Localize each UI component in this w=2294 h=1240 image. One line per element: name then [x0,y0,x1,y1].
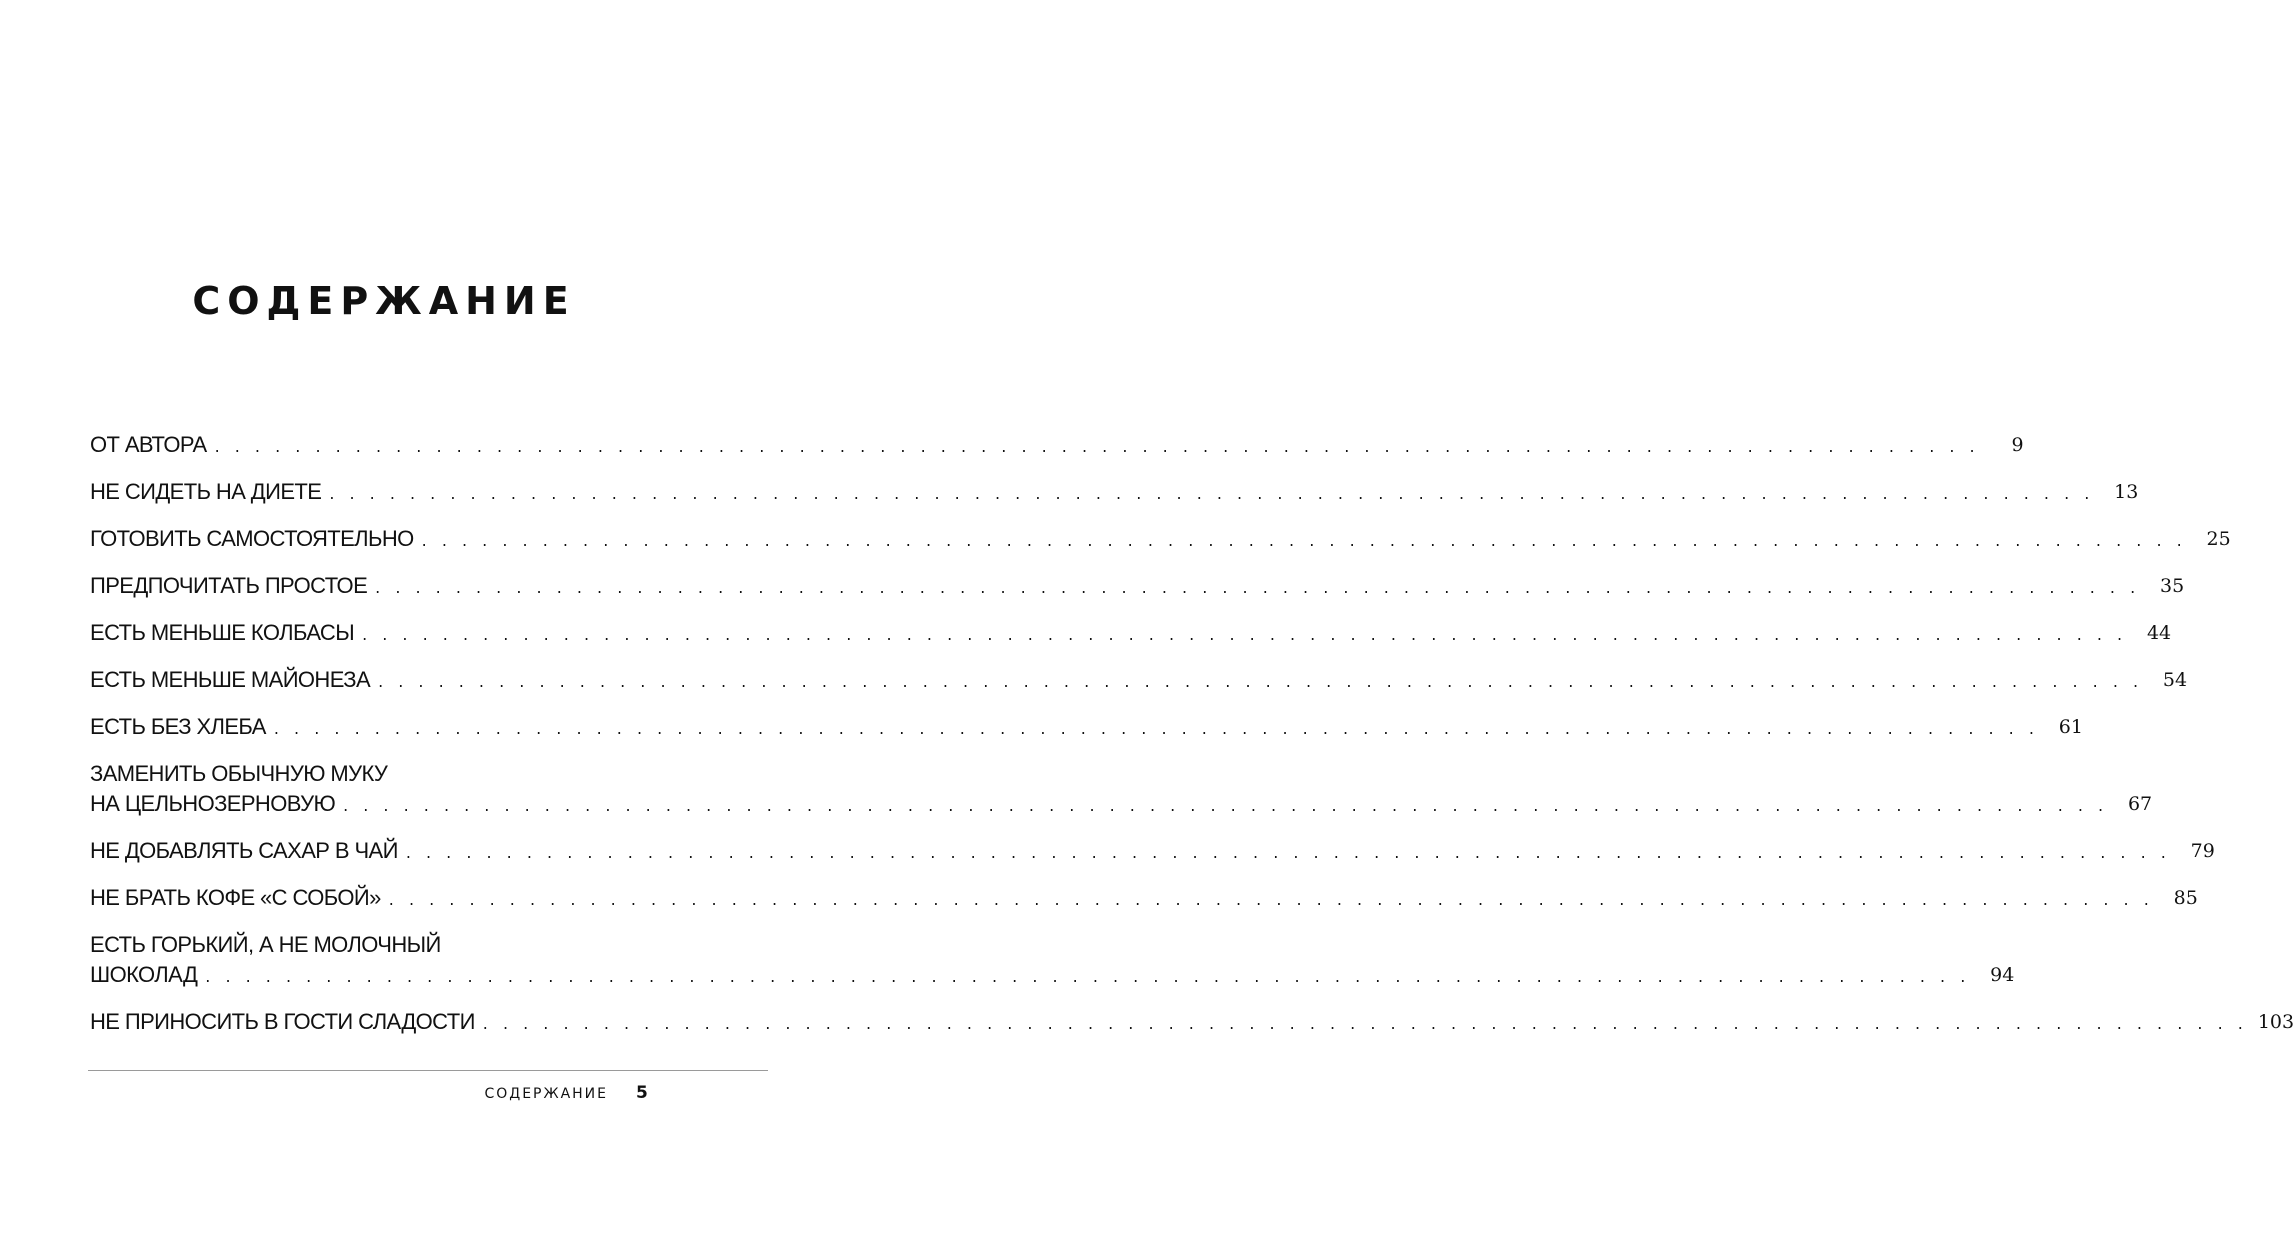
dot-leader [274,716,2039,742]
toc-page-number: 85 [2173,887,2198,909]
toc-entry-title [90,1007,2258,1037]
toc-page-number: 103 [2257,1011,2294,1033]
toc-page-number: 94 [1990,964,2015,986]
dot-leader [329,481,2094,507]
toc-page-number: 9 [2011,434,2024,456]
dot-leader [375,575,2140,601]
toc-entry-text: НЕ СИДЕТЬ НА ДИЕТЕ [90,479,322,504]
dot-leader [422,528,2187,554]
toc-entry-title [90,883,2164,913]
toc-entry-text: ОТ АВТОРА [90,432,207,457]
toc-entry-title [90,759,2118,819]
toc-page-number: 35 [2160,575,2185,597]
toc-entry-text: ПРЕДПОЧИТАТЬ ПРОСТОЕ [90,573,368,598]
toc-entry-text: ШОКОЛАД [90,962,198,987]
toc-entry-text: НЕ БРАТЬ КОФЕ «С СОБОЙ» [90,885,381,910]
dot-leader [378,669,2143,695]
dot-leader [406,840,2171,866]
toc-entry-text: ЕСТЬ МЕНЬШЕ МАЙОНЕЗА [90,667,371,692]
toc-entry [90,836,2215,866]
toc-entry-title [90,712,2049,742]
running-head: СОДЕРЖАНИЕ [484,1086,608,1102]
toc-entry [90,930,2015,990]
toc-entry [90,430,2024,460]
dot-leader [483,1011,2248,1037]
toc-entry-title [90,477,2104,507]
toc-entry [90,665,2188,695]
toc-entry-title [90,836,2181,866]
dot-leader [205,964,1970,990]
dot-leader [362,622,2127,648]
toc-page-number: 61 [2058,716,2083,738]
toc-entry-text: ЕСТЬ МЕНЬШЕ КОЛБАСЫ [90,620,355,645]
toc-entry-text: ЕСТЬ ГОРЬКИЙ, А НЕ МОЛОЧНЫЙ [90,932,441,957]
toc-entry [90,712,2083,742]
toc-page-number: 13 [2114,481,2139,503]
page-title: СОДЕРЖАНИЕ [192,279,576,324]
toc-entry-text: ЕСТЬ БЕЗ ХЛЕБА [90,714,266,739]
dot-leader [389,887,2154,913]
toc-entry-text: ГОТОВИТЬ САМОСТОЯТЕЛЬНО [90,526,414,551]
toc-entry-title [90,571,2150,601]
toc-page-number: 25 [2206,528,2231,550]
toc-entry-title [90,618,2137,648]
toc-entry-title [90,524,2197,554]
toc-entry-title [90,930,1980,990]
toc-entry [90,618,2172,648]
toc-page-number: 54 [2162,669,2188,691]
toc-entry-text: ЗАМЕНИТЬ ОБЫЧНУЮ МУКУ [90,761,388,786]
page-number: 5 [636,1083,648,1103]
dot-leader [343,793,2108,819]
toc-entry [90,759,2153,819]
toc-entry [90,883,2198,913]
toc-entry [90,1007,2294,1037]
table-of-contents [90,430,2294,1054]
toc-page-number: 79 [2190,840,2215,862]
dot-leader [215,434,1980,460]
toc-entry-text: НЕ ДОБАВЛЯТЬ САХАР В ЧАЙ [90,838,398,863]
toc-entry [90,571,2185,601]
toc-entry [90,524,2231,554]
toc-page-number: 44 [2146,622,2172,644]
toc-entry [90,477,2139,507]
toc-entry-text: НА ЦЕЛЬНОЗЕРНОВУЮ [90,791,336,816]
footer-divider [88,1070,768,1071]
toc-page-number: 67 [2127,793,2153,815]
toc-entry-text: НЕ ПРИНОСИТЬ В ГОСТИ СЛАДОСТИ [90,1009,475,1034]
toc-entry-title [90,665,2153,695]
toc-entry-title [90,430,1990,460]
